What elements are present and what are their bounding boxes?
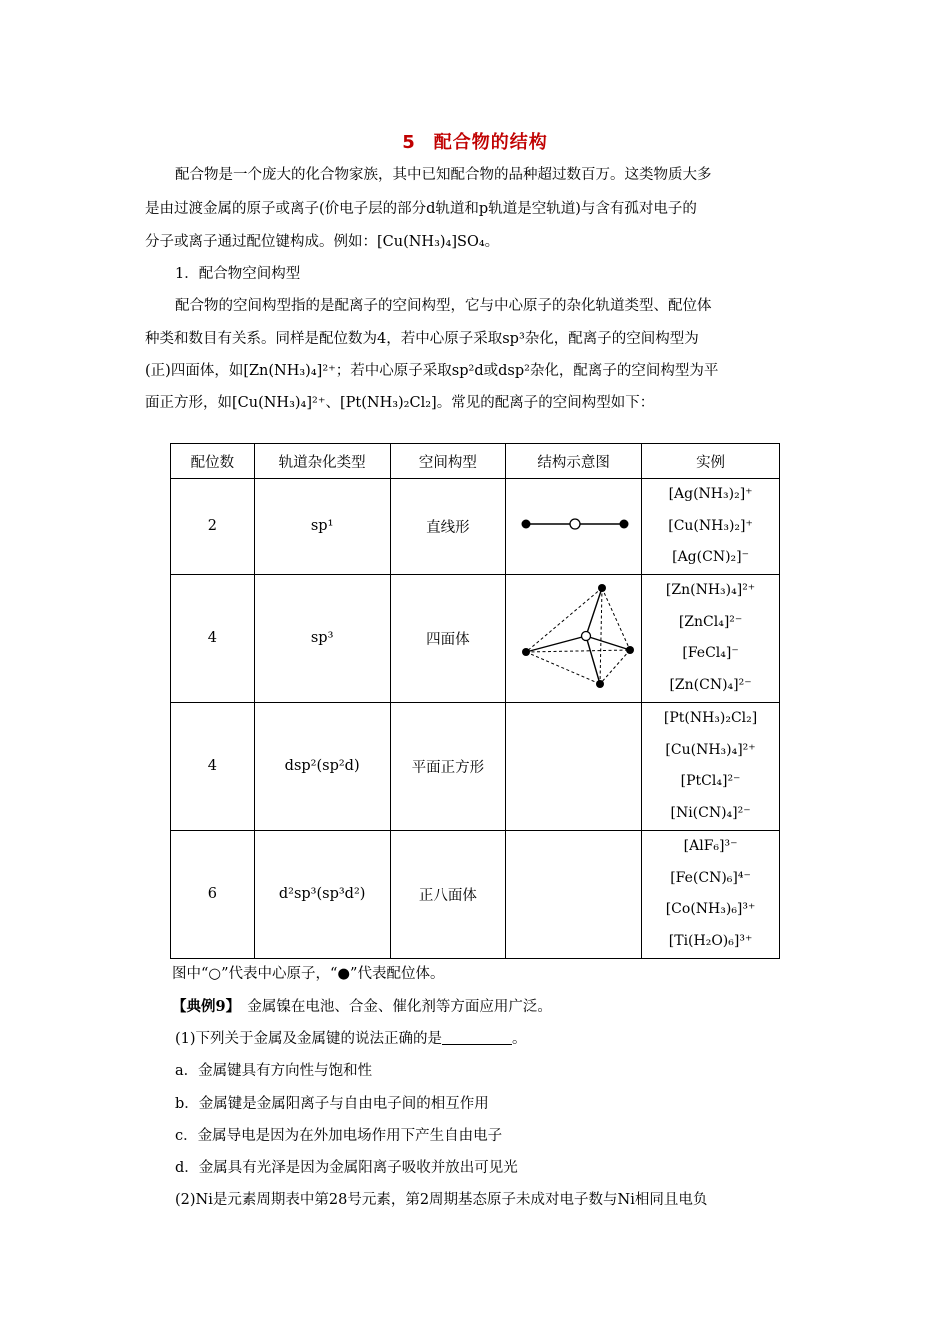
- example-ion: [Ti(H₂O)₆]³⁺: [668, 932, 753, 949]
- example-ion: [Ag(NH₃)₂]⁺: [668, 486, 753, 502]
- example-ion: [ZnCl₄]²⁻: [678, 613, 743, 630]
- cell-diagram: [506, 574, 642, 702]
- header-coordination-number: 配位数: [171, 444, 255, 479]
- cell-examples: [642, 574, 780, 702]
- ligand-dot: [619, 520, 628, 529]
- ligand-dot: [596, 680, 604, 688]
- option-c: c．金属导电是因为在外加电场作用下产生自由电子: [175, 1128, 503, 1144]
- example-ion: [Pt(NH₃)₂Cl₂]: [663, 710, 758, 726]
- answer-blank: [442, 1030, 512, 1045]
- cell-examples: [642, 479, 780, 575]
- table-header-row: [171, 444, 780, 479]
- intro-line-2: 是由过渡金属的原子或离子(价电子层的部分d轨道和p轨道是空轨道)与含有孤对电子的: [145, 201, 697, 217]
- example-ion: [FeCl₄]⁻: [682, 645, 739, 661]
- example-ion: [Zn(CN)₄]²⁻: [669, 676, 752, 693]
- title-text: 配合物的结构: [433, 132, 548, 153]
- cell-geometry: 四面体: [390, 574, 506, 702]
- title-number: 5: [402, 132, 416, 153]
- cell-coordination-number: 6: [171, 830, 255, 958]
- page-title: [0, 128, 950, 154]
- header-diagram: 结构示意图: [506, 444, 642, 479]
- diagram-legend-note: 图中“○”代表中心原子，“●”代表配位体。: [172, 966, 445, 982]
- question-1-end: 。: [512, 1031, 527, 1047]
- option-d: d．金属具有光泽是因为金属阳离子吸收并放出可见光: [175, 1160, 518, 1176]
- section-para-line-4: 面正方形，如[Cu(NH₃)₄]²⁺、[Pt(NH₃)₂Cl₂]。常见的配离子的空间构型如下：: [145, 395, 655, 411]
- complex-structure-table: [170, 443, 780, 959]
- header-geometry: 空间构型: [390, 444, 506, 479]
- question-1-text: (1)下列关于金属及金属键的说法正确的是: [175, 1031, 443, 1047]
- section-heading: 1．配合物空间构型: [175, 266, 301, 282]
- cell-examples: [642, 830, 780, 958]
- cell-hybridization: sp¹: [254, 479, 390, 575]
- cell-geometry: 正八面体: [390, 830, 506, 958]
- cell-geometry: 平面正方形: [390, 702, 506, 830]
- example-heading: [172, 995, 552, 1016]
- cell-hybridization: sp³: [254, 574, 390, 702]
- tetrahedral-structure-diagram: [512, 580, 636, 692]
- example-ion: [Zn(NH₃)₄]²⁺: [665, 582, 756, 598]
- example-ion: [AlF₆]³⁻: [683, 838, 738, 854]
- ligand-dot: [522, 648, 530, 656]
- example-ion: [Ni(CN)₄]²⁻: [670, 804, 751, 821]
- example-ion: [PtCl₄]²⁻: [680, 773, 741, 789]
- example-ion: [Cu(NH₃)₂]⁺: [668, 517, 753, 534]
- table-row: [171, 479, 780, 575]
- section-para-line-1: 配合物的空间构型指的是配离子的空间构型，它与中心原子的杂化轨道类型、配位体: [175, 298, 712, 314]
- ligand-dot: [521, 520, 530, 529]
- question-2: (2)Ni是元素周期表中第28号元素，第2周期基态原子未成对电子数与Ni相同且电负: [175, 1192, 708, 1208]
- cell-diagram-empty: [506, 830, 642, 958]
- ligand-dot: [626, 646, 634, 654]
- option-b: b．金属键是金属阳离子与自由电子间的相互作用: [175, 1096, 489, 1112]
- ligand-dot: [598, 584, 606, 592]
- header-examples: 实例: [642, 444, 780, 479]
- example-text: 金属镍在电池、合金、催化剂等方面应用广泛。: [232, 999, 552, 1015]
- center-atom-circle: [570, 519, 580, 529]
- cell-examples: [642, 702, 780, 830]
- center-atom-circle: [581, 632, 590, 641]
- table-row: [171, 574, 780, 702]
- cell-diagram-empty: [506, 702, 642, 830]
- cell-geometry: 直线形: [390, 479, 506, 575]
- example-ion: [Ag(CN)₂]⁻: [672, 549, 749, 565]
- example-label: 【典例9】: [172, 998, 233, 1015]
- cell-hybridization: dsp²(sp²d): [254, 702, 390, 830]
- table-row: [171, 830, 780, 958]
- question-1: [175, 1027, 527, 1048]
- option-a: a．金属键具有方向性与饱和性: [175, 1063, 373, 1079]
- cell-hybridization: d²sp³(sp³d²): [254, 830, 390, 958]
- section-para-line-2: 种类和数目有关系。同样是配位数为4，若中心原子采取sp³杂化，配离子的空间构型为: [145, 331, 699, 347]
- linear-structure-diagram: [514, 509, 634, 539]
- cell-coordination-number: 2: [171, 479, 255, 575]
- cell-diagram: [506, 479, 642, 575]
- example-ion: [Co(NH₃)₆]³⁺: [665, 901, 756, 917]
- intro-line-1: 配合物是一个庞大的化合物家族，其中已知配合物的品种超过数百万。这类物质大多: [175, 167, 712, 183]
- cell-coordination-number: 4: [171, 574, 255, 702]
- intro-line-3: 分子或离子通过配位键构成。例如：[Cu(NH₃)₄]SO₄。: [145, 234, 500, 250]
- header-hybridization: 轨道杂化类型: [254, 444, 390, 479]
- table-row: [171, 702, 780, 830]
- cell-coordination-number: 4: [171, 702, 255, 830]
- example-ion: [Cu(NH₃)₄]²⁺: [665, 741, 756, 758]
- section-para-line-3: (正)四面体，如[Zn(NH₃)₄]²⁺；若中心原子采取sp²d或dsp²杂化，配离子的空间构型为平: [145, 363, 719, 379]
- example-ion: [Fe(CN)₆]⁴⁻: [670, 869, 751, 886]
